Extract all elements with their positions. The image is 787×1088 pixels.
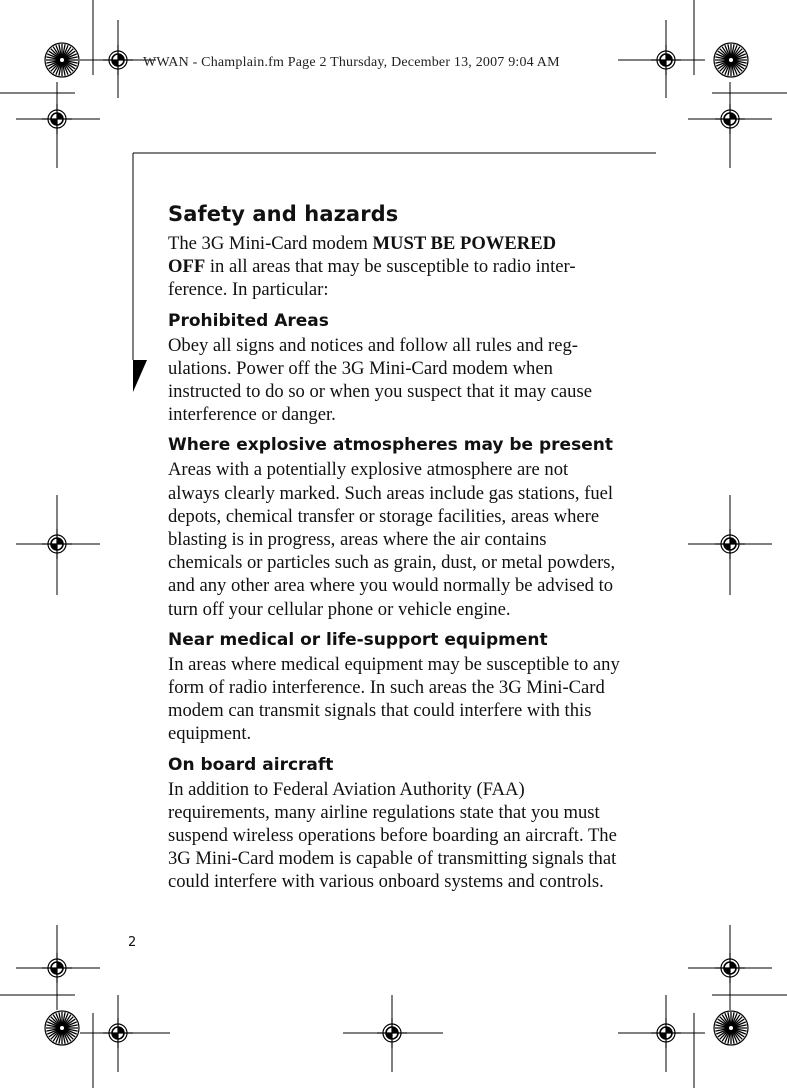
section-body: Obey all signs and notices and follow all rules and reg-ulations. Power off the 3G Mini-Card modem when instructed to do so or when you suspect that it may cause interference or danger. xyxy=(168,334,592,426)
intro-text-start: The 3G Mini-Card modem xyxy=(168,233,373,254)
document-content xyxy=(168,199,620,894)
section-body: In areas where medical equipment may be susceptible to any form of radio interference. In such areas the 3G Mini-Card modem can transmit signals that could interfere with this equipment. xyxy=(168,653,620,745)
section-heading: Prohibited Areas xyxy=(168,310,329,331)
section-heading: On board aircraft xyxy=(168,754,334,775)
intro-paragraph xyxy=(168,232,620,302)
page-title: Safety and hazards xyxy=(168,202,399,226)
intro-emphasis-1: MUST BE POWERED xyxy=(372,233,557,254)
section-body: Areas with a potentially explosive atmosphere are not always clearly marked. Such areas include gas stations, fuel depots, chemical transfer or storage facilities, areas where blasting is in progress, areas where the air contains chemicals or particles such as grain, dust, or metal powders, and any other area where you would normally be advised to turn off your cellular phone or vehicle engine. xyxy=(168,459,616,620)
file-slug-line: WWAN - Champlain.fm Page 2 Thursday, December 13, 2007 9:04 AM xyxy=(143,55,560,70)
section-heading: Near medical or life-support equipment xyxy=(168,629,548,650)
intro-emphasis-2: OFF xyxy=(168,256,206,278)
section-heading: Where explosive atmospheres may be present xyxy=(168,435,613,456)
page-number: 2 xyxy=(128,935,137,950)
intro-text-end: in all areas that may be susceptible to radio inter-ference. In particular: xyxy=(168,256,576,301)
section-body: In addition to Federal Aviation Authority (FAA) requirements, many airline regulations state that you must suspend wireless operations before boarding an aircraft. The 3G Mini-Card modem is capable of transmitting signals that could interfere with various onboard systems and controls. xyxy=(168,778,617,893)
